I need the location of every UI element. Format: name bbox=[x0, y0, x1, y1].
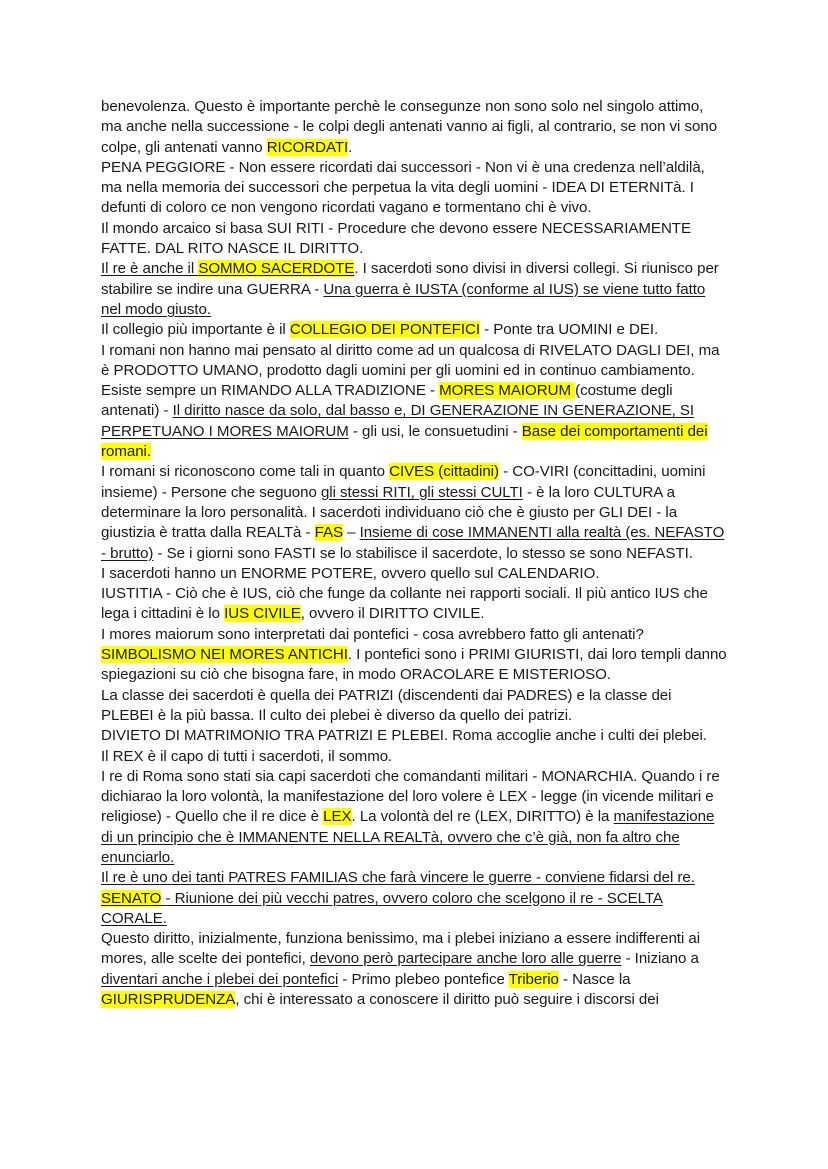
text-run: benevolenza. Questo è importante perchè le consegunze non sono solo nel singolo attimo, ma anche nella successione - le colpi degli antenati vanno ai figli, al contrario, se non vi sono colpe, gli antenati vanno bbox=[101, 98, 718, 156]
text-run: DIVIETO DI MATRIMONIO TRA PATRIZI E PLEBEI. Roma accoglie anche i culti dei plebei. bbox=[101, 727, 707, 745]
underlined-text: gli stessi RITI, gli stessi CULTI bbox=[320, 483, 523, 501]
text-run: - è la loro CULTURA a determinare la loro personalità. I sacerdoti individuano ciò che è giusto per GLI DEI - la giustizia è tratta dalla REALTà - bbox=[101, 483, 678, 542]
text-run: Il collegio più importante è il bbox=[101, 321, 290, 339]
highlighted-text: CIVES (cittadini) bbox=[389, 463, 499, 481]
paragraph bbox=[101, 584, 727, 625]
text-run: Esiste sempre un RIMANDO ALLA TRADIZIONE - bbox=[101, 382, 440, 400]
text-run: - CO-VIRI (concittadini, uomini insieme) - Persone che seguono bbox=[101, 463, 706, 501]
underlined-text: Il re è uno dei tanti PATRES FAMILIAS che farà vincere le guerre - conviene fidarsi del re. bbox=[101, 869, 695, 887]
highlighted-text: SOMMO SACERDOTE bbox=[198, 260, 355, 278]
text-run: - gli usi, le consuetudini - bbox=[348, 422, 522, 440]
text-run: - Iniziano a bbox=[621, 950, 699, 968]
paragraph bbox=[101, 767, 727, 868]
underlined-text: Il re è anche il bbox=[101, 260, 199, 278]
text-run: , ovvero il DIRITTO CIVILE. bbox=[300, 605, 485, 623]
highlighted-text: FAS bbox=[314, 524, 343, 542]
paragraph bbox=[101, 747, 727, 767]
text-run: I romani si riconoscono come tali in quanto bbox=[101, 463, 390, 481]
text-run: La classe dei sacerdoti è quella dei PATRIZI (discendenti dai PADRES) e la classe dei PLEBEI è la più bassa. Il culto dei plebei è diverso da quello dei patrizi. bbox=[101, 686, 672, 724]
paragraph bbox=[101, 158, 727, 219]
highlighted-text: Triberio bbox=[508, 970, 559, 988]
text-run: . bbox=[348, 138, 353, 156]
paragraph bbox=[101, 564, 727, 584]
text-run: I romani non hanno mai pensato al diritto come ad un qualcosa di RIVELATO DAGLI DEI, ma è PRODOTTO UMANO, prodotto dagli uomini per gli uomini ed in continuo cambiamento. bbox=[101, 341, 720, 379]
underlined-text: devono però partecipare anche loro alle guerre bbox=[309, 950, 622, 968]
highlighted-text: LEX bbox=[323, 808, 352, 826]
text-run: - Ponte tra UOMINI e DEI. bbox=[479, 321, 659, 339]
highlighted-text: SIMBOLISMO NEI MORES ANTICHI bbox=[101, 646, 348, 664]
paragraph bbox=[101, 320, 727, 340]
paragraph bbox=[101, 462, 727, 563]
underlined-text: Una guerra è IUSTA (conforme al IUS) se viene tutto fatto nel modo giusto. bbox=[101, 280, 706, 318]
underlined-text: - Riunione dei più vecchi patres, ovvero coloro che scelgono il re - SCELTA CORALE. bbox=[101, 889, 663, 927]
text-run: . I pontefici sono i PRIMI GIURISTI, dai loro templi danno spiegazioni su ciò che bisogna fare, in modo ORACOLARE E MISTERIOSO. bbox=[101, 646, 727, 684]
text-run: - Nasce la bbox=[558, 970, 631, 988]
highlighted-text: IUS CIVILE bbox=[224, 605, 301, 623]
text-run: , chi è interessato a conoscere il diritto può seguire i discorsi dei bbox=[235, 991, 659, 1009]
highlighted-text: GIURISPRUDENZA bbox=[101, 991, 236, 1009]
paragraph bbox=[101, 625, 727, 686]
paragraph bbox=[101, 889, 727, 930]
paragraph bbox=[101, 726, 727, 746]
text-run: I mores maiorum sono interpretati dai pontefici - cosa avrebbero fatto gli antenati? bbox=[101, 625, 644, 643]
underlined-text: Insieme di cose IMMANENTI alla realtà (es. NEFASTO - brutto) bbox=[101, 524, 725, 562]
underlined-text: manifestazione di un principio che è IMMANENTE NELLA REALTà, ovvero che c’è già, non fa altro che enunciarlo. bbox=[101, 808, 715, 866]
paragraph bbox=[101, 259, 727, 320]
text-run: I sacerdoti hanno un ENORME POTERE, ovvero quello sul CALENDARIO. bbox=[101, 564, 600, 582]
document-page bbox=[101, 97, 727, 1010]
paragraph bbox=[101, 686, 727, 727]
paragraph bbox=[101, 381, 727, 462]
text-run: - Se i giorni sono FASTI se lo stabilisce il sacerdote, lo stesso se sono NEFASTI. bbox=[153, 544, 693, 562]
highlighted-text: COLLEGIO DEI PONTEFICI bbox=[289, 321, 480, 339]
paragraph bbox=[101, 97, 727, 158]
text-run: I re di Roma sono stati sia capi sacerdoti che comandanti militari - MONARCHIA. Quando i re dichiarao la loro volontà, la manifestazione del loro volere è LEX - legge (in vicende militari e religiose) - Quello che il re dice è bbox=[101, 767, 720, 826]
text-run: PENA PEGGIORE - Non essere ricordati dai successori - Non vi è una credenza nell’aldilà, ma nella memoria dei successori che perpetua la vita degli uomini - IDEA DI ETERNITà. I defunti di coloro ce non vengono ricordati vagano e tormentano chi è vivo. bbox=[101, 158, 705, 217]
text-run: Il mondo arcaico si basa SUI RITI - Procedure che devono essere NECESSARIAMENTE FATTE. DAL RITO NASCE IL DIRITTO. bbox=[101, 219, 691, 258]
text-run: Il REX è il capo di tutti i sacerdoti, il sommo. bbox=[101, 747, 393, 765]
text-run: IUSTITIA - Ciò che è IUS, ciò che funge da collante nei rapporti sociali. Il più antico IUS che lega i cittadini è lo bbox=[101, 585, 708, 623]
text-run: . La volontà del re (LEX, DIRITTO) è la bbox=[351, 808, 614, 826]
text-run: - Primo plebeo pontefice bbox=[338, 970, 509, 988]
underlined-text: Il diritto nasce da solo, dal basso e, DI GENERAZIONE IN GENERAZIONE, SI PERPETUANO I MORES MAIORUM bbox=[101, 402, 695, 440]
paragraph bbox=[101, 929, 727, 1010]
underlined-text: diventari anche i plebei dei pontefici bbox=[101, 970, 339, 988]
highlighted-text: Base dei comportamenti dei romani. bbox=[101, 422, 708, 461]
highlighted-text: RICORDATI bbox=[266, 138, 349, 156]
text-run: Questo diritto, inizialmente, funziona benissimo, ma i plebei iniziano a essere indifferenti ai mores, alle scelte dei pontefici, bbox=[101, 930, 701, 968]
paragraph bbox=[101, 341, 727, 382]
highlighted-text: SENATO bbox=[101, 889, 162, 907]
highlighted-text: MORES MAIORUM bbox=[439, 382, 576, 400]
paragraph bbox=[101, 868, 727, 888]
paragraph bbox=[101, 219, 727, 260]
text-run: . I sacerdoti sono divisi in diversi collegi. Si riunisco per stabilire se indire una GUERRA - bbox=[101, 260, 719, 298]
text-run: – bbox=[343, 524, 360, 542]
text-run: (costume degli antenati) - bbox=[101, 382, 673, 420]
